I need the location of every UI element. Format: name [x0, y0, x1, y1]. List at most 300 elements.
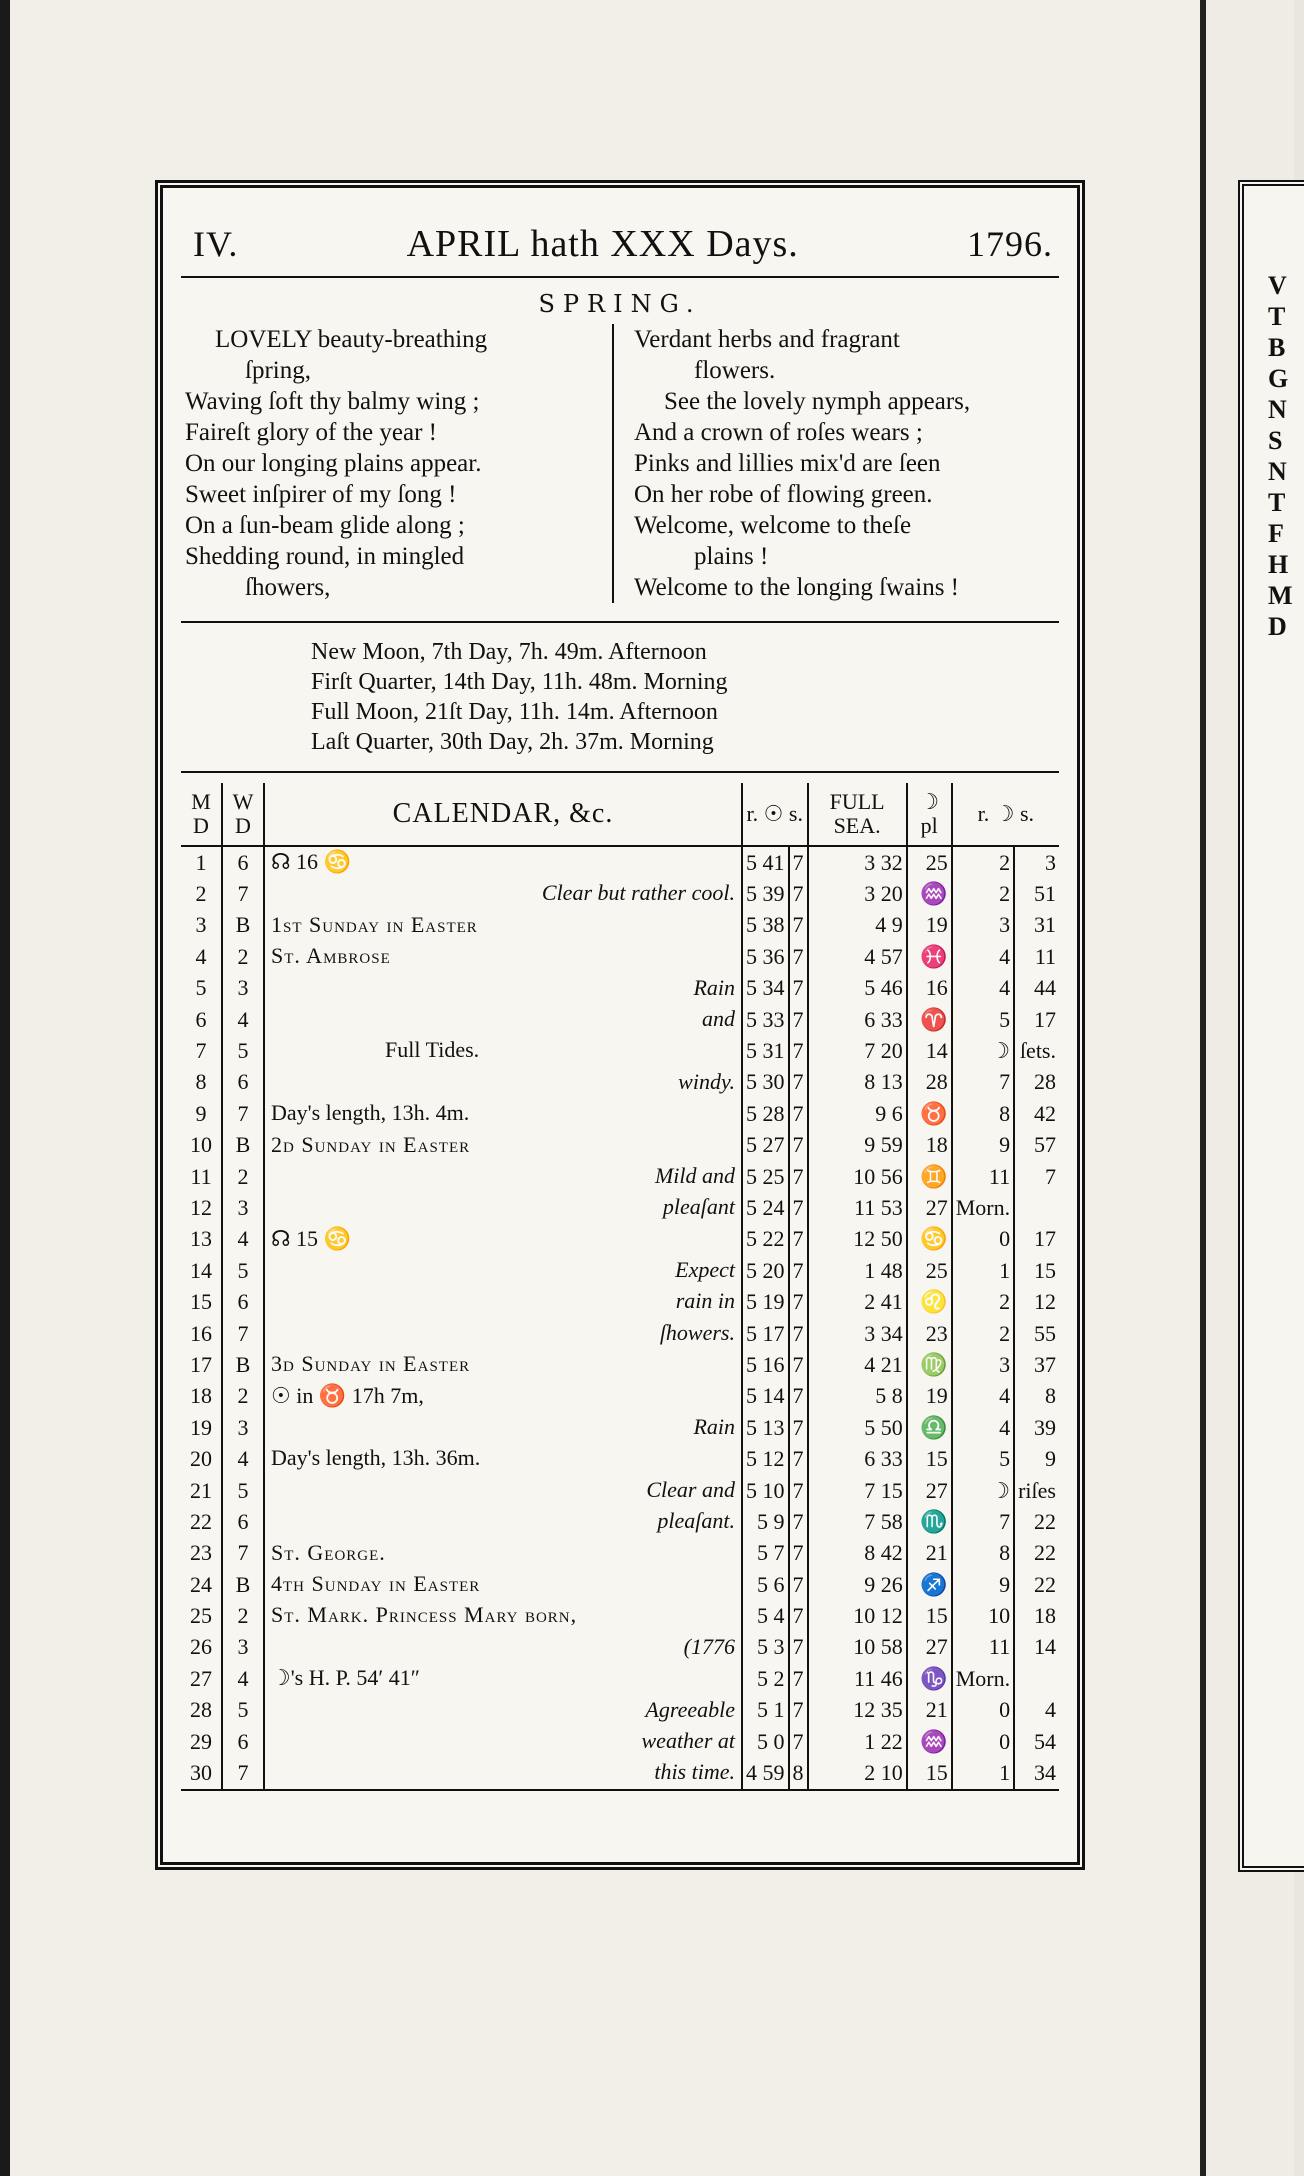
- sunrise-cell: 5 39: [742, 878, 789, 909]
- next-page-letter: N: [1268, 457, 1287, 486]
- day-of-month-cell: 7: [181, 1035, 222, 1066]
- moon-place-cell: 25: [907, 1255, 952, 1286]
- day-of-month-cell: 20: [181, 1443, 222, 1474]
- moon-set-cell: 37: [1034, 1351, 1056, 1377]
- moon-phase-line: Laſt Quarter, 30th Day, 2h. 37m. Morning: [311, 729, 714, 755]
- poem-line: Waving ſoft thy balmy wing ;: [185, 388, 480, 415]
- sunset-cell: 7: [789, 1255, 808, 1286]
- sunset-cell: 7: [789, 1695, 808, 1726]
- event-text: 4th Sunday in Easter: [271, 1570, 481, 1596]
- day-of-week-cell: 3: [222, 1632, 264, 1663]
- table-row: [181, 1067, 1059, 1098]
- moon-rise-cell: 4: [952, 1412, 1014, 1443]
- day-of-month-cell: 25: [181, 1600, 222, 1631]
- day-of-week-cell: 4: [222, 1004, 264, 1035]
- moon-set-cell: 22: [1034, 1571, 1056, 1597]
- poem-line: See the lovely nymph appears,: [664, 388, 971, 415]
- event-text: 2d Sunday in Easter: [271, 1131, 471, 1157]
- almanac-frame: [155, 180, 1085, 1870]
- sunset-cell: 7: [789, 1475, 808, 1506]
- moon-place-cell: 19: [907, 910, 952, 941]
- sunrise-cell: 5 36: [742, 941, 789, 972]
- sunset-cell: 7: [789, 973, 808, 1004]
- event-cell: [264, 1004, 742, 1035]
- table-row: [181, 1381, 1059, 1412]
- col-moon: r. ☽ s.: [952, 783, 1059, 846]
- sunrise-cell: 5 10: [742, 1475, 789, 1506]
- moon-rise-cell: 2: [952, 878, 1014, 909]
- sunrise-cell: 5 12: [742, 1443, 789, 1474]
- event-cell: [264, 1130, 742, 1161]
- event-cell: [264, 1098, 742, 1129]
- moon-set-cell: 42: [1034, 1100, 1056, 1126]
- sunrise-cell: 5 41: [742, 846, 789, 878]
- full-sea-cell: 10 56: [808, 1161, 907, 1192]
- moon-place-cell: ♎: [907, 1412, 952, 1443]
- sunset-cell: 7: [789, 1381, 808, 1412]
- day-of-month-cell: 16: [181, 1318, 222, 1349]
- weather-text: (1776: [683, 1633, 735, 1659]
- table-row: [181, 1192, 1059, 1223]
- calendar-body: [181, 846, 1059, 1789]
- weather-text: Rain: [693, 1414, 735, 1440]
- sunset-cell: 7: [789, 1726, 808, 1757]
- day-of-week-cell: 2: [222, 1600, 264, 1631]
- sunset-cell: 7: [789, 846, 808, 878]
- event-cell: [264, 973, 742, 1004]
- day-of-month-cell: 6: [181, 1004, 222, 1035]
- event-text: ☽'s H. P. 54′ 41″: [271, 1665, 420, 1691]
- sunrise-cell: 5 30: [742, 1067, 789, 1098]
- sunrise-cell: 5 19: [742, 1286, 789, 1317]
- moon-rise-cell: 5: [952, 1004, 1014, 1035]
- weather-text: pleaſant: [662, 1194, 735, 1220]
- full-sea-cell: 2 41: [808, 1286, 907, 1317]
- full-sea-cell: 7 15: [808, 1475, 907, 1506]
- sunrise-cell: 5 13: [742, 1412, 789, 1443]
- table-row: [181, 1035, 1059, 1066]
- full-sea-cell: 9 59: [808, 1130, 907, 1161]
- event-cell: [264, 1192, 742, 1223]
- full-sea-cell: 5 50: [808, 1412, 907, 1443]
- weather-text: and: [702, 1005, 735, 1031]
- full-sea-cell: 7 20: [808, 1035, 907, 1066]
- col-full-sea: FULL SEA.: [808, 783, 907, 846]
- moon-rise-cell: Morn.: [952, 1663, 1014, 1694]
- table-row: [181, 1098, 1059, 1129]
- weather-text: windy.: [678, 1068, 735, 1094]
- weather-text: Expect: [675, 1257, 735, 1283]
- moon-rise-cell: 8: [952, 1098, 1014, 1129]
- poem-right-column: [626, 324, 1055, 603]
- sunset-cell: 7: [789, 941, 808, 972]
- sunset-cell: 7: [789, 1161, 808, 1192]
- table-row: [181, 878, 1059, 909]
- moon-phase-line: New Moon, 7th Day, 7h. 49m. Afternoon: [311, 639, 707, 665]
- moon-rise-cell: 2: [952, 1318, 1014, 1349]
- poem-line: ſhowers,: [245, 574, 331, 601]
- event-cell: [264, 1035, 742, 1066]
- moon-phase-line: Full Moon, 21ſt Day, 11h. 14m. Afternoon: [311, 699, 718, 725]
- sunset-cell: 7: [789, 1663, 808, 1694]
- full-sea-cell: 5 8: [808, 1381, 907, 1412]
- full-sea-cell: 4 21: [808, 1349, 907, 1380]
- table-row: [181, 1161, 1059, 1192]
- sunset-cell: 7: [789, 1098, 808, 1129]
- table-row: [181, 941, 1059, 972]
- sunrise-cell: 5 25: [742, 1161, 789, 1192]
- full-sea-cell: 3 32: [808, 846, 907, 878]
- sunrise-cell: 5 0: [742, 1726, 789, 1757]
- day-of-month-cell: 13: [181, 1224, 222, 1255]
- poem-line: Welcome to the longing ſwains !: [634, 574, 959, 601]
- poem-line: On her robe of flowing green.: [634, 481, 933, 508]
- table-row: [181, 1443, 1059, 1474]
- moon-rise-cell: 1: [952, 1255, 1014, 1286]
- weather-text: pleaſant.: [657, 1508, 735, 1534]
- moon-place-cell: 23: [907, 1318, 952, 1349]
- sunrise-cell: 5 38: [742, 910, 789, 941]
- table-row: [181, 1286, 1059, 1317]
- poem-left-column: [185, 324, 614, 603]
- event-text: 3d Sunday in Easter: [271, 1351, 471, 1377]
- day-of-month-cell: 21: [181, 1475, 222, 1506]
- day-of-month-cell: 28: [181, 1695, 222, 1726]
- day-of-week-cell: 7: [222, 1098, 264, 1129]
- full-sea-cell: 8 13: [808, 1067, 907, 1098]
- moon-set-cell: 54: [1034, 1728, 1056, 1754]
- table-row: [181, 1726, 1059, 1757]
- day-of-month-cell: 11: [181, 1161, 222, 1192]
- moon-set-cell: 34: [1034, 1760, 1056, 1786]
- sunrise-cell: 4 59: [742, 1757, 789, 1788]
- moon-set-cell: 17: [1034, 1226, 1056, 1252]
- moon-rise-cell: 8: [952, 1538, 1014, 1569]
- full-sea-cell: 6 33: [808, 1004, 907, 1035]
- next-page-letters: [1268, 270, 1293, 642]
- moon-place-cell: ♉: [907, 1098, 952, 1129]
- day-of-week-cell: 6: [222, 846, 264, 878]
- day-of-month-cell: 17: [181, 1349, 222, 1380]
- moon-rise-cell: 3: [952, 1349, 1014, 1380]
- moon-phases: [181, 621, 1059, 773]
- table-row: [181, 1130, 1059, 1161]
- next-page-letter: T: [1268, 302, 1286, 331]
- moon-rise-cell: 4: [952, 941, 1014, 972]
- day-of-week-cell: 5: [222, 1255, 264, 1286]
- month-number: IV.: [193, 224, 239, 264]
- day-of-month-cell: 12: [181, 1192, 222, 1223]
- moon-place-cell: ♍: [907, 1349, 952, 1380]
- col-moon-place: ☽ pl: [907, 783, 952, 846]
- sunset-cell: 7: [789, 1318, 808, 1349]
- sunrise-cell: 5 7: [742, 1538, 789, 1569]
- moon-set-cell: 14: [1034, 1634, 1056, 1660]
- moon-place-cell: 16: [907, 973, 952, 1004]
- page-header: [181, 198, 1059, 278]
- poem-line: And a crown of roſes wears ;: [634, 419, 923, 446]
- event-cell: [264, 1632, 742, 1663]
- table-row: [181, 910, 1059, 941]
- day-of-week-cell: 6: [222, 1726, 264, 1757]
- day-of-month-cell: 23: [181, 1538, 222, 1569]
- col-wd: W D: [222, 783, 264, 846]
- weather-text: Rain: [693, 974, 735, 1000]
- moon-set-cell: 57: [1034, 1132, 1056, 1158]
- col-md: M D: [181, 783, 222, 846]
- sunset-cell: 7: [789, 1412, 808, 1443]
- poem-line: Faireſt glory of the year !: [185, 419, 437, 446]
- sunrise-cell: 5 9: [742, 1506, 789, 1537]
- day-of-week-cell: 6: [222, 1067, 264, 1098]
- day-of-month-cell: 10: [181, 1130, 222, 1161]
- moon-place-cell: 15: [907, 1443, 952, 1474]
- day-of-week-cell: 5: [222, 1475, 264, 1506]
- table-row: [181, 1224, 1059, 1255]
- full-sea-cell: 12 50: [808, 1224, 907, 1255]
- event-cell: [264, 1349, 742, 1380]
- moon-rise-cell: 11: [952, 1161, 1014, 1192]
- moon-place-cell: 18: [907, 1130, 952, 1161]
- full-sea-cell: 10 12: [808, 1600, 907, 1631]
- day-of-week-cell: 2: [222, 1161, 264, 1192]
- day-of-week-cell: 5: [222, 1035, 264, 1066]
- sunrise-cell: 5 1: [742, 1695, 789, 1726]
- moon-set-cell: 4: [1045, 1697, 1056, 1723]
- moon-place-cell: ♏: [907, 1506, 952, 1537]
- event-cell: [264, 1695, 742, 1726]
- day-of-month-cell: 4: [181, 941, 222, 972]
- table-row: [181, 1600, 1059, 1631]
- moon-place-cell: 14: [907, 1035, 952, 1066]
- event-text: Full Tides.: [385, 1037, 480, 1063]
- moon-place-cell: ♐: [907, 1569, 952, 1600]
- moon-set-cell: 9: [1045, 1446, 1056, 1472]
- poem-line: Welcome, welcome to theſe: [634, 512, 912, 539]
- moon-rise-cell: 1: [952, 1757, 1014, 1788]
- sunset-cell: 7: [789, 1067, 808, 1098]
- table-row: [181, 1349, 1059, 1380]
- event-cell: [264, 1443, 742, 1474]
- weather-text: this time.: [654, 1759, 735, 1785]
- day-of-month-cell: 14: [181, 1255, 222, 1286]
- page-title: APRIL hath XXX Days.: [406, 223, 799, 265]
- full-sea-cell: 11 46: [808, 1663, 907, 1694]
- day-of-month-cell: 29: [181, 1726, 222, 1757]
- moon-place-cell: ♊: [907, 1161, 952, 1192]
- day-of-week-cell: 4: [222, 1663, 264, 1694]
- moon-rise-cell: 9: [952, 1130, 1014, 1161]
- moon-rise-cell: 3: [952, 910, 1014, 941]
- moon-set-cell: 17: [1034, 1006, 1056, 1032]
- moon-place-cell: ♒: [907, 878, 952, 909]
- full-sea-cell: 8 42: [808, 1538, 907, 1569]
- weather-text: rain in: [675, 1288, 735, 1314]
- event-text: Day's length, 13h. 36m.: [271, 1445, 481, 1471]
- day-of-week-cell: 4: [222, 1443, 264, 1474]
- poem-line: Shedding round, in mingled: [185, 543, 465, 570]
- weather-text: Agreeable: [645, 1696, 735, 1722]
- sunrise-cell: 5 24: [742, 1192, 789, 1223]
- moon-set-cell: [1014, 1192, 1059, 1223]
- table-row: [181, 1569, 1059, 1600]
- table-row: [181, 1695, 1059, 1726]
- next-page-letter: B: [1268, 333, 1286, 362]
- day-of-month-cell: 26: [181, 1632, 222, 1663]
- moon-rise-cell: 2: [952, 1286, 1014, 1317]
- table-row: [181, 1412, 1059, 1443]
- day-of-week-cell: 7: [222, 1757, 264, 1788]
- poem-line: flowers.: [694, 357, 776, 384]
- moon-rise-cell: 9: [952, 1569, 1014, 1600]
- moon-rise-cell: ☽: [952, 1035, 1014, 1066]
- sunrise-cell: 5 2: [742, 1663, 789, 1694]
- bottom-rule: [181, 1789, 1059, 1791]
- moon-place-cell: ♈: [907, 1004, 952, 1035]
- event-text: 1ſt Sunday in Easter: [271, 911, 478, 937]
- section-title: SPRING.: [538, 290, 702, 318]
- day-of-week-cell: 7: [222, 1318, 264, 1349]
- next-page-letter: D: [1268, 612, 1287, 641]
- sunset-cell: 7: [789, 1538, 808, 1569]
- event-cell: [264, 878, 742, 909]
- sunrise-cell: 5 14: [742, 1381, 789, 1412]
- moon-set-cell: 18: [1034, 1603, 1056, 1629]
- day-of-month-cell: 30: [181, 1757, 222, 1788]
- moon-rise-cell: 7: [952, 1067, 1014, 1098]
- moon-set-cell: ſets.: [1019, 1038, 1056, 1064]
- day-of-week-cell: 7: [222, 1538, 264, 1569]
- moon-place-cell: 25: [907, 846, 952, 878]
- next-page-letter: H: [1268, 550, 1289, 579]
- event-text: Day's length, 13h. 4m.: [271, 1100, 470, 1126]
- moon-rise-cell: 2: [952, 846, 1014, 878]
- moon-place-cell: 21: [907, 1695, 952, 1726]
- poem-line: plains !: [694, 543, 769, 570]
- moon-rise-cell: 0: [952, 1695, 1014, 1726]
- sunrise-cell: 5 33: [742, 1004, 789, 1035]
- moon-set-cell: 22: [1034, 1540, 1056, 1566]
- event-cell: [264, 1663, 742, 1694]
- event-text: ☊ 15 ♋: [271, 1225, 351, 1251]
- col-calendar: CALENDAR, &c.: [264, 783, 742, 846]
- event-cell: [264, 1161, 742, 1192]
- moon-phase-line: Firſt Quarter, 14th Day, 11h. 48m. Morning: [311, 669, 728, 695]
- sunrise-cell: 5 31: [742, 1035, 789, 1066]
- event-cell: [264, 1569, 742, 1600]
- moon-rise-cell: 4: [952, 1381, 1014, 1412]
- moon-place-cell: 28: [907, 1067, 952, 1098]
- day-of-month-cell: 18: [181, 1381, 222, 1412]
- moon-set-cell: 39: [1034, 1414, 1056, 1440]
- day-of-week-cell: 3: [222, 1412, 264, 1443]
- moon-rise-cell: 10: [952, 1600, 1014, 1631]
- day-of-month-cell: 27: [181, 1663, 222, 1694]
- weather-text: weather at: [641, 1727, 735, 1753]
- event-cell: [264, 910, 742, 941]
- table-header-row: [181, 783, 1059, 846]
- poem-line: On our longing plains appear.: [185, 450, 482, 477]
- full-sea-cell: 6 33: [808, 1443, 907, 1474]
- moon-place-cell: ♋: [907, 1224, 952, 1255]
- table-row: [181, 846, 1059, 878]
- sunset-cell: 7: [789, 1035, 808, 1066]
- table-row: [181, 1255, 1059, 1286]
- full-sea-cell: 12 35: [808, 1695, 907, 1726]
- table-row: [181, 1538, 1059, 1569]
- moon-set-cell: 11: [1034, 943, 1056, 969]
- full-sea-cell: 10 58: [808, 1632, 907, 1663]
- next-page-letter: G: [1268, 364, 1289, 393]
- moon-place-cell: 27: [907, 1632, 952, 1663]
- sunset-cell: 7: [789, 1224, 808, 1255]
- full-sea-cell: 1 48: [808, 1255, 907, 1286]
- full-sea-cell: 9 26: [808, 1569, 907, 1600]
- event-cell: [264, 1726, 742, 1757]
- sunset-cell: 7: [789, 1286, 808, 1317]
- moon-place-cell: 27: [907, 1192, 952, 1223]
- table-row: [181, 1004, 1059, 1035]
- full-sea-cell: 4 9: [808, 910, 907, 941]
- day-of-month-cell: 5: [181, 973, 222, 1004]
- moon-set-cell: 31: [1034, 912, 1056, 938]
- full-sea-cell: 1 22: [808, 1726, 907, 1757]
- day-of-week-cell: 5: [222, 1695, 264, 1726]
- moon-set-cell: [1014, 1663, 1059, 1694]
- moon-set-cell: riſes: [1018, 1477, 1056, 1503]
- sunrise-cell: 5 16: [742, 1349, 789, 1380]
- event-cell: [264, 941, 742, 972]
- sunrise-cell: 5 4: [742, 1600, 789, 1631]
- moon-place-cell: ♌: [907, 1286, 952, 1317]
- sunrise-cell: 5 22: [742, 1224, 789, 1255]
- sunset-cell: 7: [789, 1130, 808, 1161]
- moon-set-cell: 44: [1034, 975, 1056, 1001]
- sunset-cell: 7: [789, 1569, 808, 1600]
- sunrise-cell: 5 17: [742, 1318, 789, 1349]
- sunset-cell: 7: [789, 878, 808, 909]
- event-cell: [264, 1381, 742, 1412]
- day-of-month-cell: 19: [181, 1412, 222, 1443]
- event-text: ☊ 16 ♋: [271, 849, 351, 874]
- event-text: St. George.: [271, 1539, 386, 1565]
- sunset-cell: 7: [789, 1004, 808, 1035]
- sunset-cell: 8: [789, 1757, 808, 1788]
- event-cell: [264, 1757, 742, 1788]
- poem-line: Pinks and lillies mix'd are ſeen: [634, 450, 941, 477]
- day-of-month-cell: 1: [181, 846, 222, 878]
- moon-set-cell: 55: [1034, 1320, 1056, 1346]
- day-of-week-cell: 3: [222, 973, 264, 1004]
- event-cell: [264, 1255, 742, 1286]
- day-of-week-cell: 6: [222, 1506, 264, 1537]
- day-of-month-cell: 15: [181, 1286, 222, 1317]
- full-sea-cell: 7 58: [808, 1506, 907, 1537]
- weather-text: ſhowers.: [659, 1319, 735, 1345]
- moon-place-cell: 21: [907, 1538, 952, 1569]
- sunrise-cell: 5 6: [742, 1569, 789, 1600]
- day-of-month-cell: 2: [181, 878, 222, 909]
- moon-set-cell: 8: [1045, 1383, 1056, 1409]
- day-of-month-cell: 9: [181, 1098, 222, 1129]
- moon-place-cell: 19: [907, 1381, 952, 1412]
- event-text: St. Ambrose: [271, 943, 391, 969]
- day-of-week-cell: 2: [222, 941, 264, 972]
- moon-set-cell: 12: [1034, 1289, 1056, 1315]
- event-cell: [264, 1286, 742, 1317]
- weather-text: Clear but rather cool.: [541, 880, 735, 906]
- poem: [181, 324, 1059, 603]
